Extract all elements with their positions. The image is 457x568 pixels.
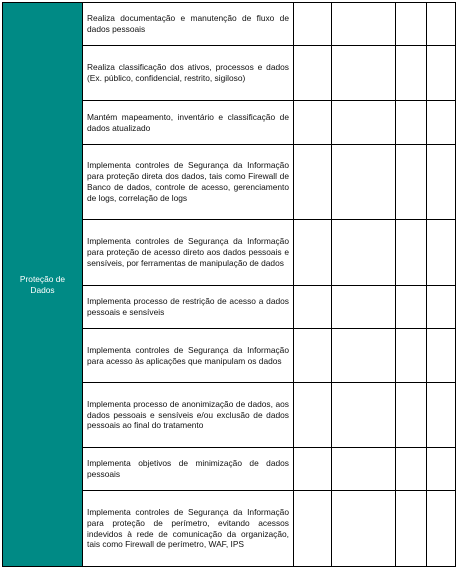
answer-cell[interactable] [427, 46, 456, 101]
answer-cell[interactable] [294, 46, 332, 101]
answer-cell[interactable] [427, 329, 456, 383]
answer-cell[interactable] [332, 101, 396, 145]
row-description: Implementa processo de anonimização de dados, aos dados pessoais e sensíveis e/ou exclusão de dados pessoais ao final do tratamento [83, 383, 294, 448]
answer-cell[interactable] [294, 101, 332, 145]
answer-cell[interactable] [396, 491, 427, 567]
row-description: Implementa objetivos de minimização de dados pessoais [83, 448, 294, 491]
answer-cell[interactable] [332, 145, 396, 220]
answer-cell[interactable] [332, 220, 396, 286]
category-cell [3, 3, 83, 567]
answer-cell[interactable] [396, 145, 427, 220]
answer-cell[interactable] [396, 101, 427, 145]
answer-cell[interactable] [427, 383, 456, 448]
table-row [3, 3, 456, 46]
row-description: Implementa processo de restrição de acesso a dados pessoais e sensíveis [83, 286, 294, 329]
answer-cell[interactable] [294, 145, 332, 220]
answer-cell[interactable] [396, 383, 427, 448]
answer-cell[interactable] [294, 220, 332, 286]
row-description: Realiza classificação dos ativos, processos e dados (Ex. público, confidencial, restrito, sigiloso) [83, 46, 294, 101]
answer-cell[interactable] [427, 101, 456, 145]
answer-cell[interactable] [396, 46, 427, 101]
row-description: Implementa controles de Segurança da Informação para proteção direta dos dados, tais como Firewall de Banco de dados, controle de acesso, gerenciamento de logs, correlação de logs [83, 145, 294, 220]
answer-cell[interactable] [332, 491, 396, 567]
answer-cell[interactable] [294, 448, 332, 491]
row-description: Mantém mapeamento, inventário e classificação de dados atualizado [83, 101, 294, 145]
answer-cell[interactable] [396, 3, 427, 46]
row-description: Implementa controles de Segurança da Informação para proteção de acesso direto aos dados pessoais e sensíveis, por ferramentas de manipulação de dados [83, 220, 294, 286]
answer-cell[interactable] [396, 448, 427, 491]
assessment-table [2, 2, 456, 567]
answer-cell[interactable] [427, 3, 456, 46]
answer-cell[interactable] [396, 220, 427, 286]
answer-cell[interactable] [427, 286, 456, 329]
answer-cell[interactable] [332, 46, 396, 101]
answer-cell[interactable] [427, 220, 456, 286]
answer-cell[interactable] [294, 286, 332, 329]
row-description: Realiza documentação e manutenção de fluxo de dados pessoais [83, 3, 294, 46]
answer-cell[interactable] [332, 329, 396, 383]
answer-cell[interactable] [427, 145, 456, 220]
category-label: Proteção de Dados [19, 274, 66, 295]
row-description: Implementa controles de Segurança da Informação para proteção de perímetro, evitando acessos indevidos à rede de comunicação da organização, tais como Firewall de perímetro, WAF, IPS [83, 491, 294, 567]
answer-cell[interactable] [332, 448, 396, 491]
answer-cell[interactable] [294, 3, 332, 46]
answer-cell[interactable] [396, 329, 427, 383]
answer-cell[interactable] [332, 3, 396, 46]
answer-cell[interactable] [332, 383, 396, 448]
answer-cell[interactable] [396, 286, 427, 329]
answer-cell[interactable] [294, 383, 332, 448]
answer-cell[interactable] [332, 286, 396, 329]
row-description: Implementa controles de Segurança da Informação para acesso às aplicações que manipulam os dados [83, 329, 294, 383]
answer-cell[interactable] [427, 491, 456, 567]
answer-cell[interactable] [427, 448, 456, 491]
answer-cell[interactable] [294, 329, 332, 383]
answer-cell[interactable] [294, 491, 332, 567]
